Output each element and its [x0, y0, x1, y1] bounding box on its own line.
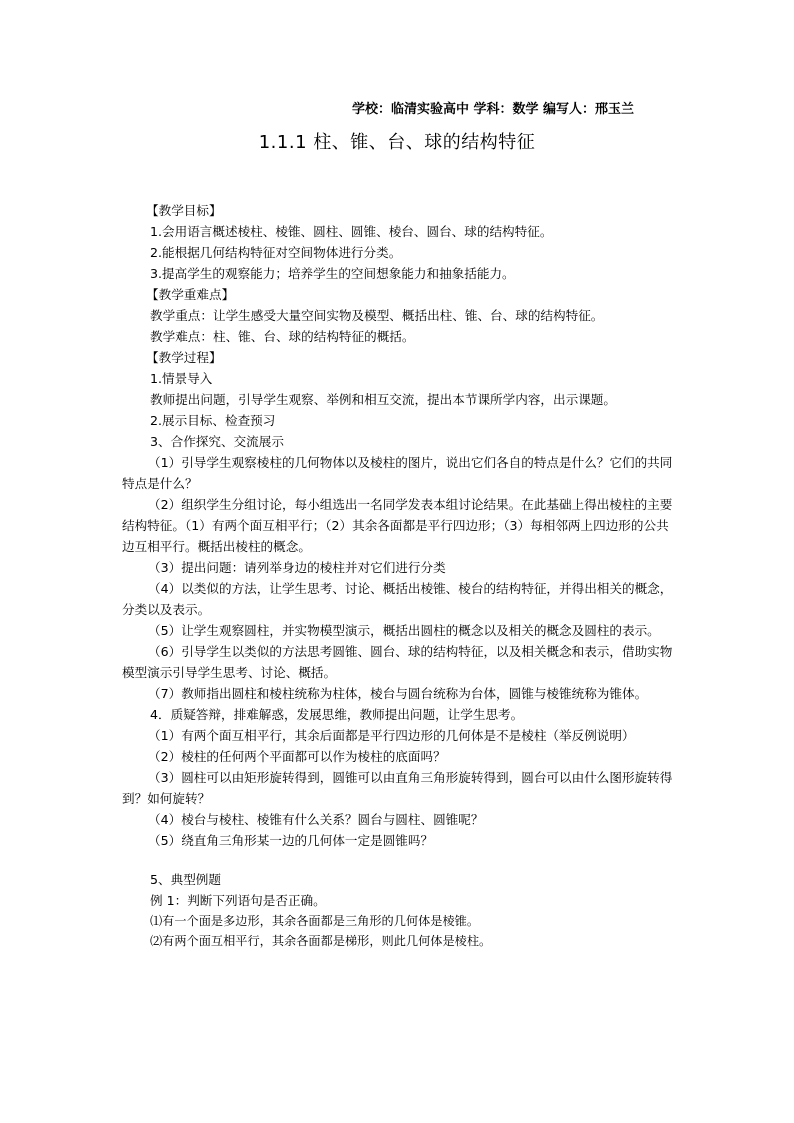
list-item: （4）以类似的方法，让学生思考、讨论、概括出棱锥、棱台的结构特征，并得出相关的概念，分类以及表示。 [122, 581, 673, 617]
goal-item: 3.提高学生的观察能力；培养学生的空间想象能力和抽象括能力。 [150, 266, 515, 281]
goal-item: 1.会用语言概述棱柱、棱锥、圆柱、圆锥、棱台、圆台、球的结构特征。 [150, 224, 553, 239]
section-title: 4．质疑答辩，排难解惑，发展思维，教师提出问题，让学生思考。 [150, 707, 524, 722]
question-item: （5）绕直角三角形某一边的几何体一定是圆锥吗？ [148, 833, 434, 848]
example-intro: 例 1：判断下列语句是否正确。 [150, 893, 326, 908]
section-title: 1.情景导入 [150, 371, 213, 386]
question-item: （4）棱台与棱柱、棱锥有什么关系？圆台与圆柱、圆锥呢？ [148, 812, 484, 827]
key-points-heading: 【教学重难点】 [146, 287, 235, 302]
question-item: （1）有两个面互相平行，其余后面都是平行四边形的几何体是不是棱柱（举反例说明） [148, 728, 635, 743]
question-item: （2）棱柱的任何两个平面都可以作为棱柱的底面吗？ [148, 749, 446, 764]
section-text: 教师提出问题，引导学生观察、举例和相互交流，提出本节课所学内容，出示课题。 [150, 392, 616, 407]
list-item: （6）引导学生以类似的方法思考圆锥、圆台、球的结构特征，以及相关概念和表示，借助实物模型演示引导学生思考、讨论、概括。 [122, 644, 673, 680]
section-title: 2.展示目标、检查预习 [150, 413, 276, 428]
list-item: （5）让学生观察圆柱，并实物模型演示，概括出圆柱的概念以及相关的概念及圆柱的表示。 [148, 623, 660, 638]
goal-item: 2.能根据几何结构特征对空间物体进行分类。 [150, 245, 402, 260]
section-title: 3、合作探究、交流展示 [150, 434, 284, 449]
question-item: （3）圆柱可以由矩形旋转得到，圆锥可以由直角三角形旋转得到，圆台可以由什么图形旋转得到？如何旋转？ [122, 770, 673, 806]
page-title: 1.1.1 柱、锥、台、球的结构特征 [258, 132, 536, 153]
section-title: 5、典型例题 [150, 872, 221, 887]
key-difficulty: 教学难点：柱、锥、台、球的结构特征的概括。 [150, 329, 415, 344]
example-item: ⑵有两个面互相平行，其余各面都是梯形，则此几何体是棱柱。 [150, 934, 492, 948]
list-item: （7）教师指出圆柱和棱柱统称为柱体，棱台与圆台统称为台体，圆锥与棱锥统称为锥体。 [148, 686, 648, 701]
process-heading: 【教学过程】 [146, 350, 222, 365]
document-body [122, 200, 678, 951]
goals-heading: 【教学目标】 [146, 203, 222, 218]
list-item: （1）引导学生观察棱柱的几何物体以及棱柱的图片，说出它们各自的特点是什么？它们的共同特点是什么？ [122, 455, 673, 491]
example-item: ⑴有一个面是多边形，其余各面都是三角形的几何体是棱锥。 [150, 914, 480, 928]
list-item: （2）组织学生分组讨论，每小组选出一名同学发表本组讨论结果。在此基础上得出棱柱的主要结构特征。（1）有两个面互相平行；（2）其余各面都是平行四边形；（3）每相邻两上四边形的公共边互相平行。概括出棱柱的概念。 [122, 497, 673, 554]
list-item: （3）提出问题：请列举身边的棱柱并对它们进行分类 [148, 560, 446, 575]
key-focus: 教学重点：让学生感受大量空间实物及模型、概括出柱、锥、台、球的结构特征。 [150, 308, 604, 323]
header-info: 学校：临清实验高中 学科：数学 编写人：邢玉兰 [352, 102, 635, 117]
spacer [122, 851, 678, 869]
